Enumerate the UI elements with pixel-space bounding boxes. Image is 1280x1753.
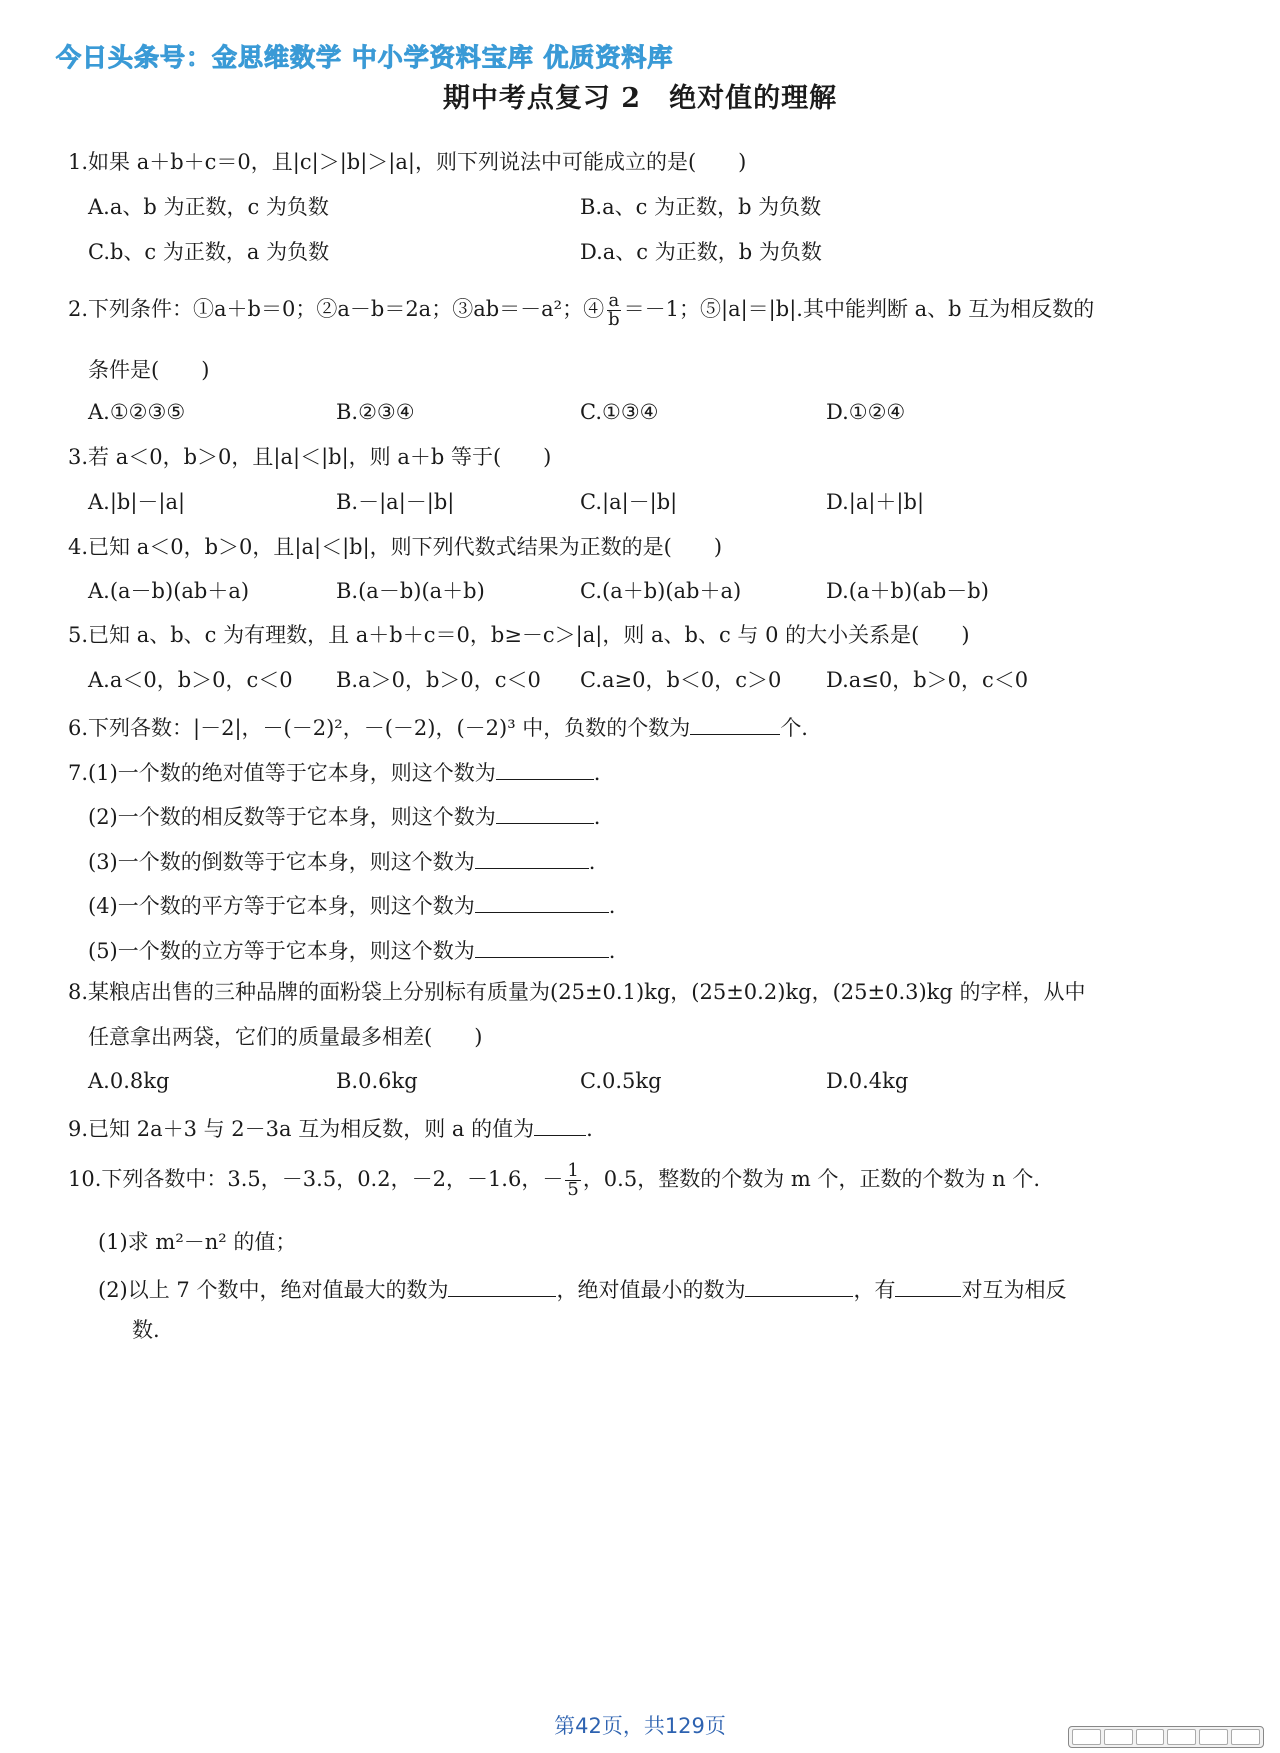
question-3-option-a: A.|b|－|a|: [88, 490, 186, 514]
answer-blank[interactable]: [496, 757, 594, 780]
watermark-text: 今日头条号：金思维数学 中小学资料宝库 优质资料库: [56, 43, 674, 72]
question-1-option-a: A.a、b 为正数，c 为负数: [88, 195, 329, 219]
question-7-part-2: [88, 801, 600, 830]
question-7-part-3: [88, 846, 595, 875]
question-10-text-end: ，0.5，整数的个数为 m 个，正数的个数为 n 个.: [582, 1167, 1041, 1191]
fraction-a-over-b: [606, 292, 622, 329]
question-1-option-c: C.b、c 为正数，a 为负数: [88, 240, 330, 264]
period: .: [608, 894, 616, 918]
question-9-stem: [68, 1113, 593, 1142]
fraction-one-fifth: [565, 1162, 580, 1199]
answer-blank[interactable]: [475, 890, 609, 913]
question-2-stem-part2: ＝－1；⑤|a|＝|b|.其中能判断 a、b 互为相反数的: [623, 297, 1095, 321]
question-2-stem-part1: 2.下列条件：①a＋b＝0；②a－b＝2a；③ab＝－a²；④: [68, 297, 605, 321]
question-5-option-b: B.a＞0，b＞0，c＜0: [336, 668, 541, 692]
page-indicator: 第42页，共129页: [554, 1714, 726, 1738]
answer-blank[interactable]: [745, 1274, 853, 1297]
question-3-option-b: B.－|a|－|b|: [336, 490, 455, 514]
question-5-option-a: A.a＜0，b＞0，c＜0: [88, 668, 293, 692]
question-8-stem: 8.某粮店出售的三种品牌的面粉袋上分别标有质量为(25±0.1)kg，(25±0.2)kg，(25±0.3)kg 的字样，从中: [68, 980, 1086, 1004]
question-8-option-d: D.0.4kg: [826, 1069, 909, 1093]
question-3-option-d: D.|a|＋|b|: [826, 490, 925, 514]
answer-blank[interactable]: [496, 801, 594, 824]
period: .: [593, 761, 601, 785]
page-thumb[interactable]: [1199, 1729, 1228, 1745]
question-10-part-2-continued: 数.: [132, 1318, 160, 1342]
question-5-stem: 5.已知 a、b、c 为有理数，且 a＋b＋c＝0，b≥－c＞|a|，则 a、b、c 与 0 的大小关系是( ): [68, 623, 970, 647]
question-8-stem-continued: 任意拿出两袋，它们的质量最多相差( ): [88, 1025, 483, 1049]
question-7-part-3-text: (3)一个数的倒数等于它本身，则这个数为: [88, 850, 475, 874]
question-9-text: 9.已知 2a＋3 与 2－3a 互为相反数，则 a 的值为: [68, 1117, 535, 1141]
page-scroll-indicator[interactable]: [1068, 1726, 1264, 1748]
period: .: [588, 850, 596, 874]
page-thumb[interactable]: [1167, 1729, 1196, 1745]
question-2-option-b: B.②③④: [336, 400, 415, 424]
question-1-option-d: D.a、c 为正数，b 为负数: [580, 240, 822, 264]
question-2-option-a: A.①②③⑤: [88, 400, 186, 424]
question-3-stem: 3.若 a＜0，b＞0，且|a|＜|b|，则 a＋b 等于( ): [68, 445, 552, 469]
question-3-option-c: C.|a|－|b|: [580, 490, 678, 514]
question-6-text: 6.下列各数：|－2|，－(－2)²，－(－2)，(－2)³ 中，负数的个数为: [68, 716, 691, 740]
question-7-part-4: [88, 890, 615, 919]
fraction-numerator: 1: [567, 1160, 579, 1181]
question-4-option-c: C.(a＋b)(ab＋a): [580, 579, 742, 603]
question-10-part-2-text-d: 对互为相反: [961, 1278, 1067, 1302]
answer-blank[interactable]: [448, 1274, 556, 1297]
page-thumb[interactable]: [1231, 1729, 1260, 1745]
question-4-option-a: A.(a－b)(ab＋a): [88, 579, 250, 603]
answer-blank[interactable]: [534, 1113, 586, 1136]
question-10-part-2-text-b: ，绝对值最小的数为: [556, 1278, 746, 1302]
question-4-option-d: D.(a＋b)(ab－b): [826, 579, 989, 603]
page-thumb[interactable]: [1136, 1729, 1165, 1745]
question-10-part-2-text-a: (2)以上 7 个数中，绝对值最大的数为: [98, 1278, 449, 1302]
question-1-stem: 1.如果 a＋b＋c＝0，且|c|＞|b|＞|a|，则下列说法中可能成立的是( ): [68, 150, 747, 174]
question-8-option-c: C.0.5kg: [580, 1069, 662, 1093]
question-8-option-b: B.0.6kg: [336, 1069, 418, 1093]
question-7-part-4-text: (4)一个数的平方等于它本身，则这个数为: [88, 894, 475, 918]
question-2-option-c: C.①③④: [580, 400, 659, 424]
question-10-part-2-text-c: ，有: [853, 1278, 896, 1302]
page-title: 期中考点复习 2 绝对值的理解: [442, 83, 838, 114]
answer-blank[interactable]: [475, 935, 609, 958]
question-7-part-5: [88, 935, 615, 964]
period: .: [608, 939, 616, 963]
question-7-part-1-text: 7.(1)一个数的绝对值等于它本身，则这个数为: [68, 761, 496, 785]
question-6-stem: [68, 712, 808, 741]
question-2-stem: [68, 292, 1094, 329]
question-5-option-d: D.a≤0，b＞0，c＜0: [826, 668, 1029, 692]
answer-blank[interactable]: [475, 846, 589, 869]
page-thumb[interactable]: [1072, 1729, 1101, 1745]
page-thumb[interactable]: [1104, 1729, 1133, 1745]
question-7-part-1: [68, 757, 600, 786]
question-10-stem: [68, 1162, 1040, 1199]
question-5-option-c: C.a≥0，b＜0，c＞0: [580, 668, 782, 692]
period: .: [593, 805, 601, 829]
question-1-option-b: B.a、c 为正数，b 为负数: [580, 195, 822, 219]
answer-blank[interactable]: [895, 1274, 961, 1297]
question-10-part-2: [98, 1274, 1066, 1303]
question-7-part-2-text: (2)一个数的相反数等于它本身，则这个数为: [88, 805, 496, 829]
fraction-denominator: 5: [567, 1179, 579, 1200]
question-9-suffix: .: [586, 1117, 593, 1141]
question-7-part-5-text: (5)一个数的立方等于它本身，则这个数为: [88, 939, 475, 963]
question-10-text: 10.下列各数中：3.5，－3.5，0.2，－2，－1.6，－: [68, 1167, 564, 1191]
answer-blank[interactable]: [690, 712, 780, 735]
fraction-denominator: b: [608, 309, 620, 330]
question-10-part-1: (1)求 m²－n² 的值；: [98, 1230, 297, 1254]
question-4-option-b: B.(a－b)(a＋b): [336, 579, 485, 603]
question-2-option-d: D.①②④: [826, 400, 906, 424]
question-2-stem-continued: 条件是( ): [88, 358, 210, 382]
fraction-numerator: a: [608, 290, 620, 311]
question-4-stem: 4.已知 a＜0，b＞0，且|a|＜|b|，则下列代数式结果为正数的是( ): [68, 535, 723, 559]
question-8-option-a: A.0.8kg: [88, 1069, 170, 1093]
question-6-suffix: 个.: [780, 716, 808, 740]
